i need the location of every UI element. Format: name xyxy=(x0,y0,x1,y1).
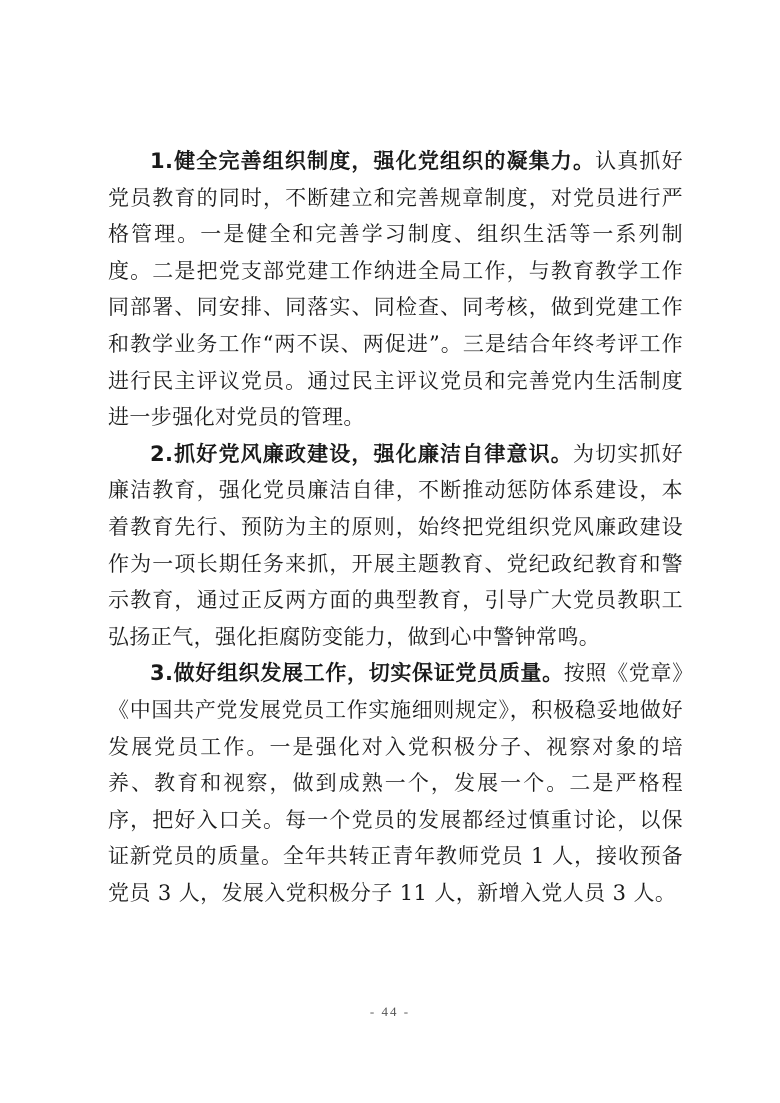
paragraph-1 xyxy=(108,143,683,436)
paragraph-3-body: 按照《党章》《中国共产党发展党员工作实施细则规定》，积极稳妥地做好发展党员工作。一是强化对入党积极分子、视察对象的培养、教育和视察，做到成熟一个，发展一个。二是严格程序，把好入口关。每一个党员的发展都经过慎重讨论，以保证新党员的质量。全年共转正青年教师党员 1 人，接收预备党员 3 人，发展入党积极分子 11 人，新增入党人员 3 人。 xyxy=(108,661,683,905)
paragraph-3-heading: 3.做好组织发展工作，切实保证党员质量。 xyxy=(150,661,564,686)
paragraph-2-heading: 2.抓好党风廉政建设，强化廉洁自律意识。 xyxy=(150,441,573,466)
paragraph-1-body: 认真抓好党员教育的同时，不断建立和完善规章制度，对党员进行严格管理。一是健全和完善学习制度、组织生活等一系列制度。二是把党支部党建工作纳进全局工作，与教育教学工作同部署、同安排、同落实、同检查、同考核，做到党建工作和教学业务工作“两不误、两促进”。三是结合年终考评工作进行民主评议党员。通过民主评议党员和完善党内生活制度进一步强化对党员的管理。 xyxy=(108,149,683,430)
paragraph-2 xyxy=(108,436,683,656)
paragraph-1-heading: 1.健全完善组织制度，强化党组织的凝集力。 xyxy=(150,149,596,173)
page-number: - 44 - xyxy=(369,1004,411,1019)
document-body xyxy=(108,143,683,911)
paragraph-2-body: 为切实抓好廉洁教育，强化党员廉洁自律，不断推动惩防体系建设，本着教育先行、预防为主的原则，始终把党组织党风廉政建设作为一项长期任务来抓，开展主题教育、党纪政纪教育和警示教育，通过正反两方面的典型教育，引导广大党员教职工弘扬正气，强化拒腐防变能力，做到心中警钟常鸣。 xyxy=(108,441,683,649)
paragraph-3 xyxy=(108,655,683,911)
